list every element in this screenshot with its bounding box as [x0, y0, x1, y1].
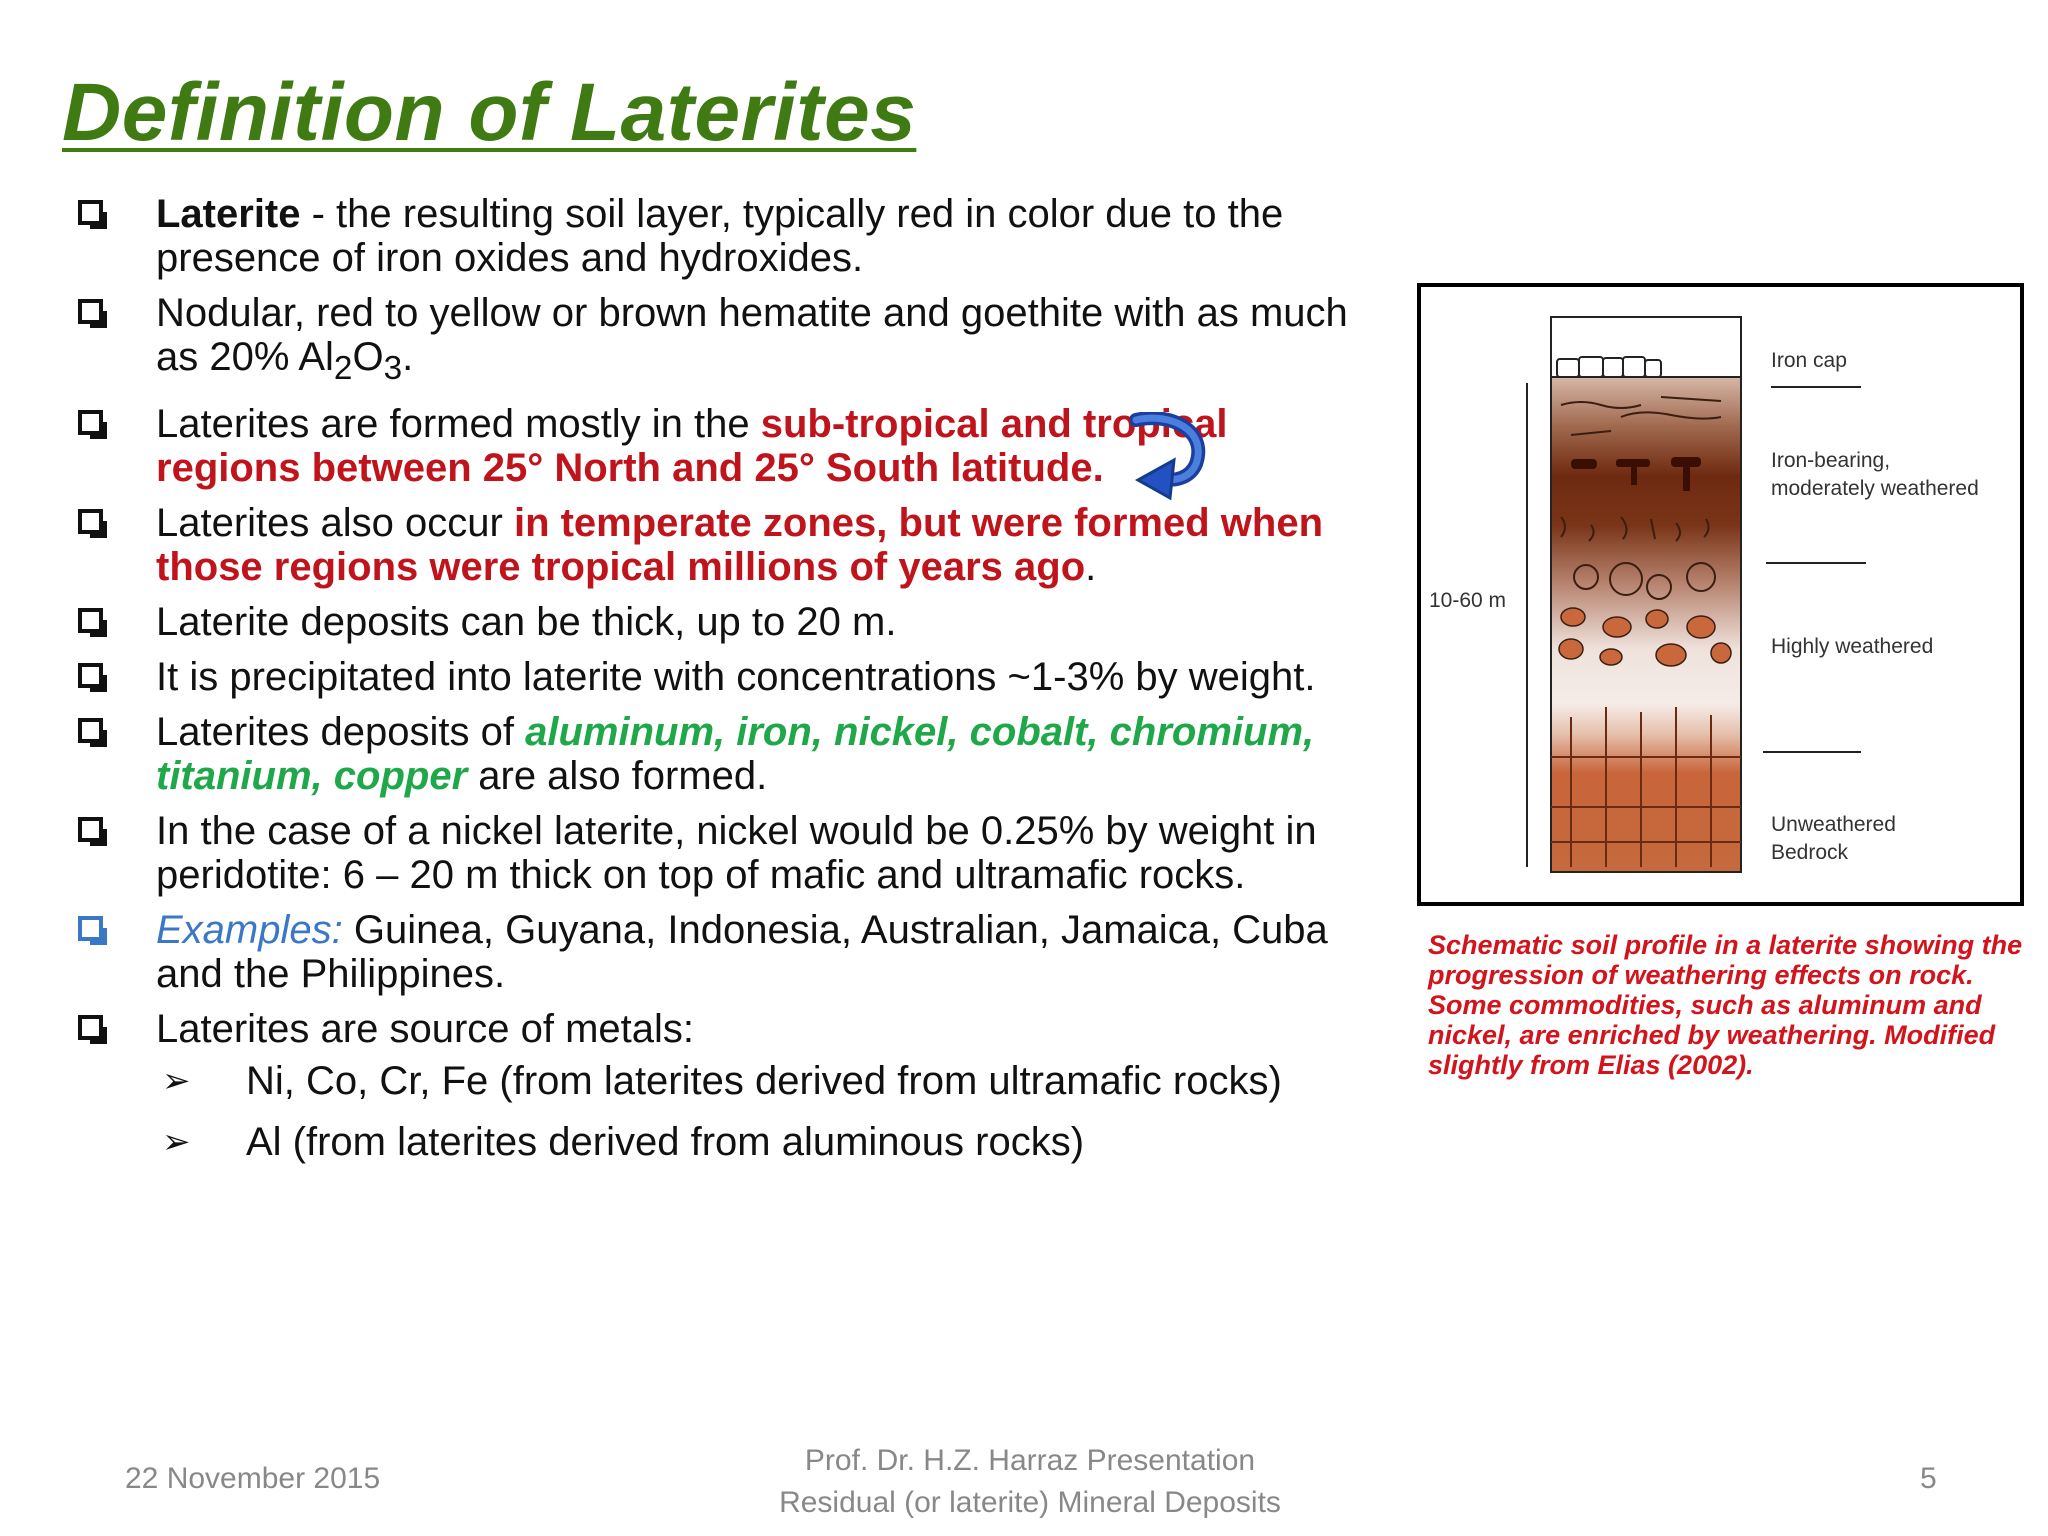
bullet-laterite	[78, 192, 1368, 280]
bullet-text: Laterite deposits can be thick, up to 20 m.	[156, 600, 897, 644]
bullet-list	[78, 192, 1368, 1181]
subscript: 2	[333, 350, 353, 387]
soil-profile-diagram	[1421, 287, 2020, 902]
soil-profile-figure	[1417, 283, 2024, 906]
bullet-text: It is precipitated into laterite with concentrations ~1-3% by weight.	[156, 655, 1316, 699]
bullet-text: Laterites also occur	[156, 501, 514, 545]
sub-bullet-text: Al (from laterites derived from aluminous rocks)	[246, 1120, 1085, 1164]
bullet-text: .	[402, 335, 414, 379]
bullet-text: Laterites are source of metals:	[156, 1007, 695, 1051]
highlight-red-text: sub-tropical and tropical regions between 25° North and 25° South latitude.	[156, 402, 1228, 490]
bullet-temperate	[78, 501, 1368, 589]
figure-caption: Schematic soil profile in a laterite showing the progression of weathering effects on rock. Some commodities, such as aluminum and nickel, are enriched by weathering. Modified slightly from Elias (2002).	[1428, 930, 2023, 1080]
sub-bullet-ultramafic	[156, 1059, 1368, 1103]
label-highly-weathered: Highly weathered	[1771, 635, 1934, 658]
footer-presentation-info	[700, 1440, 1360, 1524]
checkbox-bullet-icon	[78, 916, 103, 941]
sub-bullet-text: Ni, Co, Cr, Fe (from laterites derived from ultramafic rocks)	[246, 1059, 1282, 1103]
slide-title: Definition of Laterites	[62, 67, 917, 158]
sub-bullet-aluminous	[156, 1120, 1368, 1164]
bullet-precipitated	[78, 655, 1368, 699]
label-iron-bearing-2: moderately weathered	[1771, 477, 1979, 500]
bullet-nodular	[78, 291, 1368, 391]
label-iron-bearing-1: Iron-bearing,	[1771, 449, 1891, 472]
footer-line-1: Prof. Dr. H.Z. Harraz Presentation	[804, 1444, 1256, 1477]
checkbox-bullet-icon	[78, 817, 103, 842]
checkbox-bullet-icon	[78, 608, 103, 633]
bullet-deposits	[78, 710, 1368, 798]
subscript: 3	[383, 350, 403, 387]
footer-line-2: Residual (or laterite) Mineral Deposits	[779, 1486, 1281, 1519]
bullet-text: Laterites are formed mostly in the	[156, 402, 761, 446]
bullet-text: Laterites deposits of	[156, 710, 526, 754]
checkbox-bullet-icon	[78, 718, 103, 743]
depth-label: 10-60 m	[1429, 589, 1507, 612]
highlight-green-text: aluminum, iron, nickel, cobalt, chromium, titanium, copper	[156, 710, 1315, 798]
bullet-text: .	[1085, 545, 1097, 589]
bullet-text: - the resulting soil layer, typically red in color due to the presence of iron oxides and hydroxides.	[156, 192, 1284, 280]
arrow-bullet-icon: ➢	[162, 1123, 191, 1161]
checkbox-bullet-icon	[78, 200, 103, 225]
label-iron-cap: Iron cap	[1771, 349, 1847, 372]
bullet-nickel	[78, 809, 1368, 897]
bullet-text: O	[352, 335, 384, 379]
bullet-text: Guinea, Guyana, Indonesia, Australian, Jamaica, Cuba and the Philippines.	[156, 908, 1328, 996]
bullet-thickness	[78, 600, 1368, 644]
sub-bullet-list	[156, 1059, 1368, 1164]
label-unweathered: Unweathered	[1771, 813, 1896, 836]
bullet-term: Laterite	[156, 192, 301, 236]
highlight-red-text: in temperate zones, but were formed when those regions were tropical millions of years ago	[156, 501, 1323, 589]
footer-date: 22 November 2015	[125, 1462, 381, 1495]
footer-page-number: 5	[1920, 1462, 1937, 1495]
checkbox-bullet-icon	[78, 299, 103, 324]
checkbox-bullet-icon	[78, 509, 103, 534]
label-bedrock: Bedrock	[1771, 841, 1849, 864]
checkbox-bullet-icon	[78, 1015, 103, 1040]
bullet-text: In the case of a nickel laterite, nickel would be 0.25% by weight in peridotite: 6 – 20 m thick on top of mafic and ultramafic rocks.	[156, 809, 1317, 897]
checkbox-bullet-icon	[78, 410, 103, 435]
bullet-examples	[78, 908, 1368, 996]
bullet-text: are also formed.	[467, 754, 768, 798]
curved-arrow-icon	[1130, 412, 1210, 502]
iron-cap-nodules	[1557, 357, 1661, 377]
bullet-text: Nodular, red to yellow or brown hematite and goethite with as much as 20% Al	[156, 291, 1348, 379]
checkbox-bullet-icon	[78, 663, 103, 688]
examples-label: Examples:	[156, 908, 343, 952]
bullet-source-metals	[78, 1007, 1368, 1164]
arrow-bullet-icon: ➢	[162, 1062, 191, 1100]
